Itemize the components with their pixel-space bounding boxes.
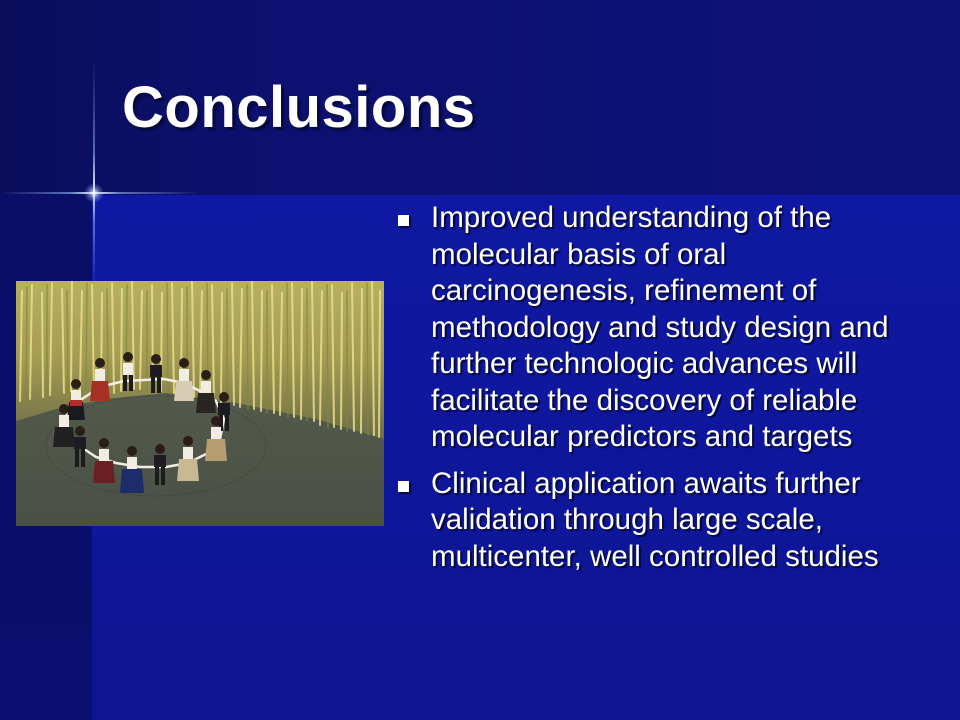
slide-title: Conclusions [122, 75, 476, 140]
bullet-text: Clinical application awaits further validation through large scale, multicenter, well controlled studies [431, 466, 879, 573]
square-bullet-icon [398, 481, 409, 492]
light-flare-vertical [93, 60, 95, 290]
bullet-list [398, 200, 938, 585]
square-bullet-icon [398, 215, 409, 226]
light-flare-icon [84, 183, 104, 203]
dancers-photo [16, 281, 384, 526]
bullet-item [398, 200, 938, 456]
bullet-text: Improved understanding of the molecular basis of oral carcinogenesis, refinement of methodology and study design and further technologic advances will facilitate the discovery of reliable molecular predictors and targets [431, 201, 889, 453]
dancers-photo-icon [16, 281, 384, 526]
bullet-item [398, 466, 938, 576]
